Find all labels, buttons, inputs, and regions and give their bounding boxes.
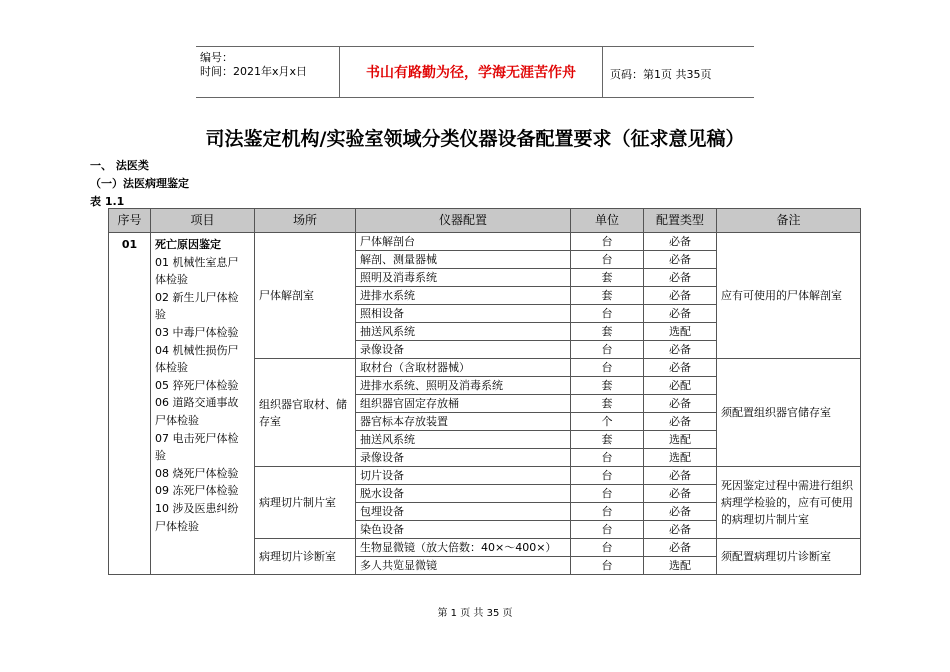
- equipment-cell: 切片设备: [356, 467, 571, 485]
- note-cell: 须配置病理切片诊断室: [717, 539, 861, 575]
- equipment-table: [108, 208, 861, 575]
- equipment-cell: 照明及消毒系统: [356, 269, 571, 287]
- equipment-cell: 解剖、测量器械: [356, 251, 571, 269]
- place-cell: 尸体解剖室: [255, 233, 356, 359]
- header-meta: [200, 51, 307, 79]
- item-line: 03 中毒尸体检验: [155, 325, 239, 339]
- note-cell: 死因鉴定过程中需进行组织病理学检验的，应有可使用的病理切片制片室: [717, 467, 861, 539]
- item-line: 07 电击死尸体检: [155, 431, 239, 445]
- config-type-cell: 选配: [644, 431, 717, 449]
- table-body: [109, 233, 861, 575]
- config-type-cell: 必备: [644, 467, 717, 485]
- col-header-equipment: 仪器配置: [356, 209, 571, 233]
- unit-cell: 台: [571, 359, 644, 377]
- config-type-cell: 必备: [644, 503, 717, 521]
- place-cell: 组织器官取材、储存室: [255, 359, 356, 467]
- equipment-cell: 染色设备: [356, 521, 571, 539]
- equipment-cell: 抽送风系统: [356, 323, 571, 341]
- equipment-cell: 取材台（含取材器械）: [356, 359, 571, 377]
- item-line: 01 机械性室息尸: [155, 255, 239, 269]
- place-cell: 病理切片诊断室: [255, 539, 356, 575]
- item-line: 10 涉及医患纠纷: [155, 501, 239, 515]
- unit-cell: 台: [571, 557, 644, 575]
- item-heading: 死亡原因鉴定: [155, 238, 221, 251]
- equipment-cell: 照相设备: [356, 305, 571, 323]
- config-type-cell: 选配: [644, 449, 717, 467]
- item-line: 体检验: [155, 361, 188, 375]
- item-line: 06 道路交通事故: [155, 396, 239, 410]
- unit-cell: 个: [571, 413, 644, 431]
- place-cell: 病理切片制片室: [255, 467, 356, 539]
- col-header-type: 配置类型: [644, 209, 717, 233]
- header-page-label: 页码：第1页 共35页: [610, 68, 712, 81]
- config-type-cell: 选配: [644, 557, 717, 575]
- section-heading-2: （一）法医病理鉴定: [90, 177, 189, 190]
- item-line: 08 烧死尸体检验: [155, 466, 239, 480]
- col-header-item: 项目: [151, 209, 255, 233]
- config-type-cell: 必备: [644, 341, 717, 359]
- config-type-cell: 必配: [644, 377, 717, 395]
- col-header-note: 备注: [717, 209, 861, 233]
- item-line: 尸体检验: [155, 413, 199, 427]
- item-line: 验: [155, 449, 166, 463]
- equipment-cell: 进排水系统、照明及消毒系统: [356, 377, 571, 395]
- config-type-cell: 必备: [644, 539, 717, 557]
- col-header-unit: 单位: [571, 209, 644, 233]
- item-cell: [151, 233, 255, 575]
- item-line: 05 猝死尸体检验: [155, 378, 239, 392]
- table-row: [109, 233, 861, 251]
- equipment-cell: 生物显微镜（放大倍数：40×～400×）: [356, 539, 571, 557]
- unit-cell: 台: [571, 485, 644, 503]
- equipment-cell: 抽送风系统: [356, 431, 571, 449]
- equipment-cell: 组织器官固定存放桶: [356, 395, 571, 413]
- config-type-cell: 必备: [644, 287, 717, 305]
- unit-cell: 台: [571, 233, 644, 251]
- config-type-cell: 必备: [644, 251, 717, 269]
- unit-cell: 套: [571, 377, 644, 395]
- unit-cell: 台: [571, 251, 644, 269]
- unit-cell: 套: [571, 395, 644, 413]
- config-type-cell: 必备: [644, 521, 717, 539]
- config-type-cell: 必备: [644, 359, 717, 377]
- section-heading-1: 一、 法医类: [90, 159, 149, 172]
- page-header: [196, 46, 754, 98]
- unit-cell: 台: [571, 539, 644, 557]
- item-line: 09 冻死尸体检验: [155, 484, 239, 498]
- unit-cell: 套: [571, 287, 644, 305]
- unit-cell: 台: [571, 467, 644, 485]
- col-header-seq: 序号: [109, 209, 151, 233]
- doc-time-label: 时间：2021年x月x日: [200, 65, 308, 78]
- seq-cell: 01: [109, 233, 151, 575]
- equipment-cell: 录像设备: [356, 449, 571, 467]
- config-type-cell: 必备: [644, 485, 717, 503]
- item-line: 尸体检验: [155, 519, 199, 533]
- note-cell: 应有可使用的尸体解剖室: [717, 233, 861, 359]
- config-type-cell: 选配: [644, 323, 717, 341]
- unit-cell: 台: [571, 521, 644, 539]
- unit-cell: 台: [571, 503, 644, 521]
- page-footer: 第 1 页 共 35 页: [437, 608, 513, 619]
- unit-cell: 套: [571, 431, 644, 449]
- config-type-cell: 必备: [644, 395, 717, 413]
- unit-cell: 套: [571, 323, 644, 341]
- document-title: 司法鉴定机构/实验室领域分类仪器设备配置要求（征求意见稿）: [205, 128, 745, 150]
- item-line: 04 机械性损伤尸: [155, 343, 239, 357]
- col-header-place: 场所: [255, 209, 356, 233]
- equipment-cell: 尸体解剖台: [356, 233, 571, 251]
- equipment-cell: 多人共览显微镜: [356, 557, 571, 575]
- equipment-cell: 包埋设备: [356, 503, 571, 521]
- equipment-cell: 录像设备: [356, 341, 571, 359]
- unit-cell: 台: [571, 341, 644, 359]
- config-type-cell: 必备: [644, 413, 717, 431]
- config-type-cell: 必备: [644, 305, 717, 323]
- unit-cell: 台: [571, 305, 644, 323]
- table-header-row: [109, 209, 861, 233]
- equipment-cell: 脱水设备: [356, 485, 571, 503]
- item-line: 验: [155, 308, 166, 322]
- note-cell: 须配置组织器官储存室: [717, 359, 861, 467]
- unit-cell: 套: [571, 269, 644, 287]
- item-line: 体检验: [155, 273, 188, 287]
- doc-number-label: 编号：: [200, 51, 233, 64]
- unit-cell: 台: [571, 449, 644, 467]
- config-type-cell: 必备: [644, 233, 717, 251]
- table-caption: 表 1.1: [90, 195, 125, 208]
- equipment-cell: 器官标本存放装置: [356, 413, 571, 431]
- config-type-cell: 必备: [644, 269, 717, 287]
- item-line: 02 新生儿尸体检: [155, 290, 239, 304]
- header-slogan: 书山有路勤为径，学海无涯苦作舟: [339, 47, 603, 97]
- equipment-cell: 进排水系统: [356, 287, 571, 305]
